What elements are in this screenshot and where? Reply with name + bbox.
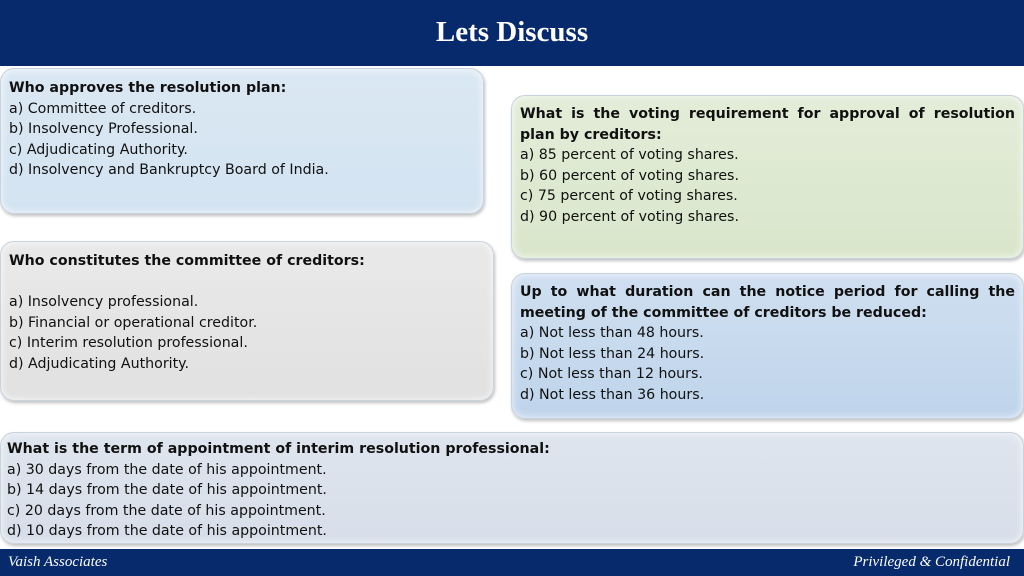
- page-title: Lets Discuss: [435, 15, 589, 48]
- question-text: Who constitutes the committee of creditors:: [9, 253, 365, 269]
- question-card-resolution-plan-approval: [0, 68, 484, 214]
- option-d: d) 90 percent of voting shares.: [520, 208, 739, 225]
- question-text: Who approves the resolution plan:: [9, 80, 287, 96]
- option-c: c) Adjudicating Authority.: [9, 141, 188, 158]
- question-card-irp-term: [0, 432, 1024, 544]
- option-a: a) Not less than 48 hours.: [520, 325, 704, 341]
- option-b: b) Financial or operational creditor.: [9, 314, 258, 331]
- option-d: d) Insolvency and Bankruptcy Board of India.: [9, 162, 329, 178]
- question-text: What is the voting requirement for approval of resolution plan by creditors:: [520, 106, 1015, 143]
- option-c: c) Not less than 12 hours.: [520, 366, 703, 382]
- question-card-committee-constitution: [0, 241, 494, 401]
- option-a: a) Committee of creditors.: [9, 100, 197, 117]
- option-c: c) Interim resolution professional.: [9, 335, 248, 351]
- option-a: a) 85 percent of voting shares.: [520, 147, 739, 163]
- header-bar: [0, 0, 1024, 66]
- option-a: a) Insolvency professional.: [9, 294, 199, 310]
- option-c: c) 20 days from the date of his appointment.: [7, 502, 326, 519]
- blank-line: [9, 272, 485, 293]
- question-text: Up to what duration can the notice period for calling the meeting of the committee of creditors be reduced:: [520, 284, 1015, 321]
- option-b: b) 14 days from the date of his appointment.: [7, 482, 327, 498]
- question-text: What is the term of appointment of interim resolution professional:: [7, 441, 550, 457]
- option-b: b) Insolvency Professional.: [9, 121, 198, 137]
- question-card-notice-period: [511, 273, 1024, 419]
- footer-confidentiality-note: Privileged & Confidential: [853, 554, 1010, 570]
- option-a: a) 30 days from the date of his appointment.: [7, 461, 327, 478]
- option-b: b) 60 percent of voting shares.: [520, 167, 739, 184]
- footer-bar: [0, 549, 1024, 576]
- option-d: d) 10 days from the date of his appointment.: [7, 523, 327, 539]
- footer-firm-name: Vaish Associates: [8, 554, 108, 570]
- option-d: d) Not less than 36 hours.: [520, 386, 705, 403]
- option-c: c) 75 percent of voting shares.: [520, 188, 738, 204]
- option-d: d) Adjudicating Authority.: [9, 355, 190, 372]
- option-b: b) Not less than 24 hours.: [520, 345, 705, 362]
- question-card-voting-requirement: [511, 95, 1024, 259]
